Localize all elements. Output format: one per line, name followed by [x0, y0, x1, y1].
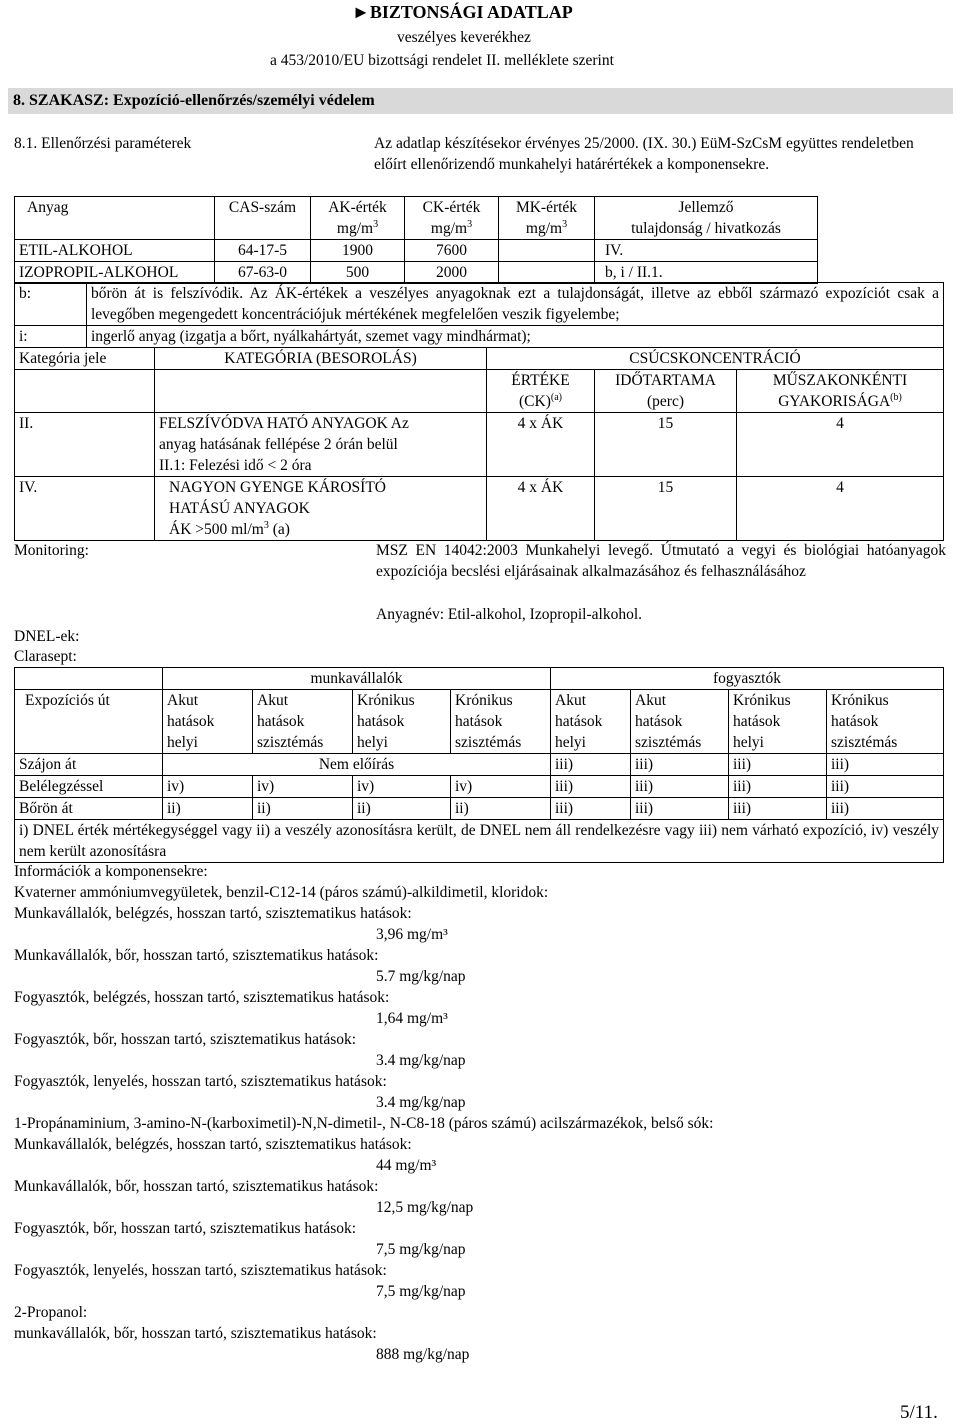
row-label: Szájon át [15, 754, 163, 776]
note-b-label: b: [15, 283, 87, 326]
component-value: 5.7 mg/kg/nap [376, 968, 466, 985]
cell-value: iii) [551, 754, 631, 776]
cell-value: ii) [353, 798, 451, 820]
limits-notes [14, 282, 944, 348]
header-col: Krónikus hatások helyi [353, 690, 451, 754]
cell-value: iii) [551, 776, 631, 798]
document-subtitle: veszélyes keverékhez [397, 29, 531, 46]
component-value: 3,96 mg/m³ [376, 926, 448, 943]
cell-value: iii) [827, 776, 944, 798]
limits-table [14, 196, 818, 284]
dnel-row [15, 798, 944, 820]
category-row [15, 413, 944, 477]
header-col: Akut hatások helyi [163, 690, 253, 754]
cell-value: iv) [253, 776, 353, 798]
cell-value: iii) [631, 776, 729, 798]
cell-value: iv) [163, 776, 253, 798]
component-value: 888 mg/kg/nap [376, 1346, 470, 1363]
cell-erteke: 4 x ÁK [487, 477, 595, 541]
cell-value: iii) [827, 798, 944, 820]
header-mk: MK-érték $mg/m^3$ [499, 197, 595, 240]
category-row [15, 477, 944, 541]
cell-value: iii) [729, 754, 827, 776]
component-line: Fogyasztók, bőr, hosszan tartó, szisztematikus hatások: [14, 1220, 357, 1237]
header-col: Krónikus hatások szisztémás [451, 690, 551, 754]
header-col: Krónikus hatások helyi [729, 690, 827, 754]
cell-jellemzo: b, i / II.1. [595, 262, 818, 284]
clarasept-label: Clarasept: [14, 648, 77, 665]
components-block [14, 861, 944, 1365]
cell-value: iv) [451, 776, 551, 798]
component-line: Munkavállalók, bőr, hosszan tartó, szisztematikus hatások: [14, 1178, 379, 1195]
dnel-label: DNEL-ek: [14, 628, 80, 645]
cell-erteke: 4 x ÁK [487, 413, 595, 477]
header-ak: AK-érték $mg/m^3$ [311, 197, 405, 240]
subsection-label: 8.1. Ellenőrzési paraméterek [14, 135, 192, 152]
component-line: Kvaterner ammóniumvegyületek, benzil-C12-14 (páros számú)-alkildimetil, kloridok: [14, 884, 549, 901]
cell-gyakorisaga: 4 [737, 477, 944, 541]
cell-cas: 64-17-5 [215, 240, 311, 262]
category-table [14, 347, 944, 541]
cell-value: iv) [353, 776, 451, 798]
note-i-row [15, 326, 944, 348]
note-i-text: ingerlő anyag (izgatja a bőrt, nyálkahártyát, szemet vagy mindhármat); [87, 326, 944, 348]
component-line: 2-Propanol: [14, 1304, 88, 1321]
component-value: 7,5 mg/kg/nap [376, 1283, 466, 1300]
cell-value: iii) [551, 798, 631, 820]
header-fogyasztok: fogyasztók [551, 668, 944, 690]
component-line: Fogyasztók, lenyelés, hosszan tartó, szisztematikus hatások: [14, 1073, 387, 1090]
subsection-text: Az adatlap készítésekor érvényes 25/2000. (IX. 30.) EüM-SzCsM együttes rendeletben előírt ellenőrizendő munkahelyi határértékek a komponensekre. [374, 135, 914, 173]
header-col: Krónikus hatások szisztémás [827, 690, 944, 754]
cell-idotartama: 15 [595, 413, 737, 477]
note-b-text: bőrön át is felszívódik. Az ÁK-értékek a veszélyes anyagoknak ezt a tulajdonságát, illetve az ebből származó expozíciót csak a levegőben megengedett koncentrációjuk mértékének megfelelően veszik figyelembe; [87, 283, 944, 326]
header-idotartama: IDŐTARTAMA (perc) [595, 370, 737, 413]
header-col: Akut hatások helyi [551, 690, 631, 754]
header-expozicios-ut: Expozíciós út [15, 690, 163, 754]
cell-kategoria: FELSZÍVÓDVA HATÓ ANYAGOK Az anyag hatásának fellépése 2 órán belül II.1: Felezési idő < 2 óra [155, 413, 487, 477]
header-jellemzo: Jellemző tulajdonság / hivatkozás [595, 197, 818, 240]
row-label: Belélegzéssel [15, 776, 163, 798]
header-kategoria: KATEGÓRIA (BESOROLÁS) [155, 348, 487, 370]
header-anyag: Anyag [15, 197, 215, 240]
header-csucskoncentracio: CSÚCSKONCENTRÁCIÓ [487, 348, 944, 370]
dnel-row [15, 776, 944, 798]
dnel-header-row [15, 690, 944, 754]
cell-mk [499, 262, 595, 284]
cell-anyag: ETIL-ALKOHOL [15, 240, 215, 262]
component-value: 3.4 mg/kg/nap [376, 1094, 466, 1111]
cell-gyakorisaga: 4 [737, 413, 944, 477]
cell-value: iii) [631, 798, 729, 820]
dnel-note-row [15, 820, 944, 863]
cell-value: iii) [827, 754, 944, 776]
header-cas: CAS-szám [215, 197, 311, 240]
cell-jel: IV. [15, 477, 155, 541]
cell-idotartama: 15 [595, 477, 737, 541]
cell-ck: 7600 [405, 240, 499, 262]
header-ck: CK-érték $mg/m^3$ [405, 197, 499, 240]
dnel-group-row [15, 668, 944, 690]
note-i-label: i: [15, 326, 87, 348]
section-title: 8. SZAKASZ: Expozíció-ellenőrzés/személyi védelem [8, 88, 953, 114]
category-header-row [15, 348, 944, 370]
component-line: munkavállalók, bőr, hosszan tartó, szisztematikus hatások: [14, 1325, 377, 1342]
component-value: 7,5 mg/kg/nap [376, 1241, 466, 1258]
limits-header-row [15, 197, 818, 240]
cell-merged: Nem előírás [163, 754, 551, 776]
cell-kategoria: NAGYON GYENGE KÁROSÍTÓ HATÁSÚ ANYAGOK ÁK >500 $ml/m^3$ (a) [155, 477, 487, 541]
limits-row [15, 262, 818, 284]
header-erteke: ÉRTÉKE (CK)$^{(a)}$ [487, 370, 595, 413]
cell-jel: II. [15, 413, 155, 477]
cell-value: ii) [451, 798, 551, 820]
monitoring-label: Monitoring: [14, 542, 89, 559]
component-value: 44 mg/m³ [376, 1157, 437, 1174]
component-line: 1-Propánaminium, 3-amino-N-(karboximetil)-N,N-dimetil-, N-C8-18 (páros számú) acilszármazékok, belső sók: [14, 1115, 714, 1132]
component-line: Fogyasztók, lenyelés, hosszan tartó, szisztematikus hatások: [14, 1262, 387, 1279]
component-line: Munkavállalók, belégzés, hosszan tartó, szisztematikus hatások: [14, 1136, 412, 1153]
cell-ak: 1900 [311, 240, 405, 262]
limits-row [15, 240, 818, 262]
component-value: 3.4 mg/kg/nap [376, 1052, 466, 1069]
header-col: Akut hatások szisztémás [631, 690, 729, 754]
cell-cas: 67-63-0 [215, 262, 311, 284]
note-b-row [15, 283, 944, 326]
components-list [14, 882, 944, 1365]
cell-value: ii) [253, 798, 353, 820]
component-value: 12,5 mg/kg/nap [376, 1199, 474, 1216]
cell-value: ii) [163, 798, 253, 820]
dnel-table [14, 667, 944, 863]
component-line: Munkavállalók, belégzés, hosszan tartó, szisztematikus hatások: [14, 905, 412, 922]
cell-value: iii) [631, 754, 729, 776]
header-munkavallalok: munkavállalók [163, 668, 551, 690]
header-gyakorisaga: MŰSZAKONKÉNTI GYAKORISÁGA$^{(b)}$ [737, 370, 944, 413]
header-kategoria-jele: Kategória jele [15, 348, 155, 370]
cell-jellemzo: IV. [595, 240, 818, 262]
cell-ak: 500 [311, 262, 405, 284]
monitoring-anyagnev: Anyagnév: Etil-alkohol, Izopropil-alkohol. [376, 606, 643, 623]
page-number: 5/11. [900, 1402, 938, 1423]
cell-ck: 2000 [405, 262, 499, 284]
category-subheader-row [15, 370, 944, 413]
document-regulation: a 453/2010/EU bizottsági rendelet II. melléklete szerint [270, 52, 614, 69]
row-label: Bőrön át [15, 798, 163, 820]
header-col: Akut hatások szisztémás [253, 690, 353, 754]
component-line: Fogyasztók, belégzés, hosszan tartó, szisztematikus hatások: [14, 989, 390, 1006]
cell-mk [499, 240, 595, 262]
cell-anyag: IZOPROPIL-ALKOHOL [15, 262, 215, 284]
dnel-note: i) DNEL érték mértékegységgel vagy ii) a veszély azonosításra került, de DNEL nem áll rendelkezésre vagy iii) nem várható expozíció, iv) veszély nem került azonosításra [15, 820, 944, 863]
component-line: Munkavállalók, bőr, hosszan tartó, szisztematikus hatások: [14, 947, 379, 964]
cell-value: iii) [729, 798, 827, 820]
component-value: 1,64 mg/m³ [376, 1010, 448, 1027]
document-title: ►BIZTONSÁGI ADATLAP [352, 2, 573, 22]
components-title: Információk a komponensekre: [14, 863, 208, 880]
monitoring-text: MSZ EN 14042:2003 Munkahelyi levegő. Útmutató a vegyi és biológiai hatóanyagok expozíciója becslési eljárásainak alkalmazásához és felhasználásához [376, 542, 946, 580]
dnel-row [15, 754, 944, 776]
component-line: Fogyasztók, bőr, hosszan tartó, szisztematikus hatások: [14, 1031, 357, 1048]
cell-value: iii) [729, 776, 827, 798]
